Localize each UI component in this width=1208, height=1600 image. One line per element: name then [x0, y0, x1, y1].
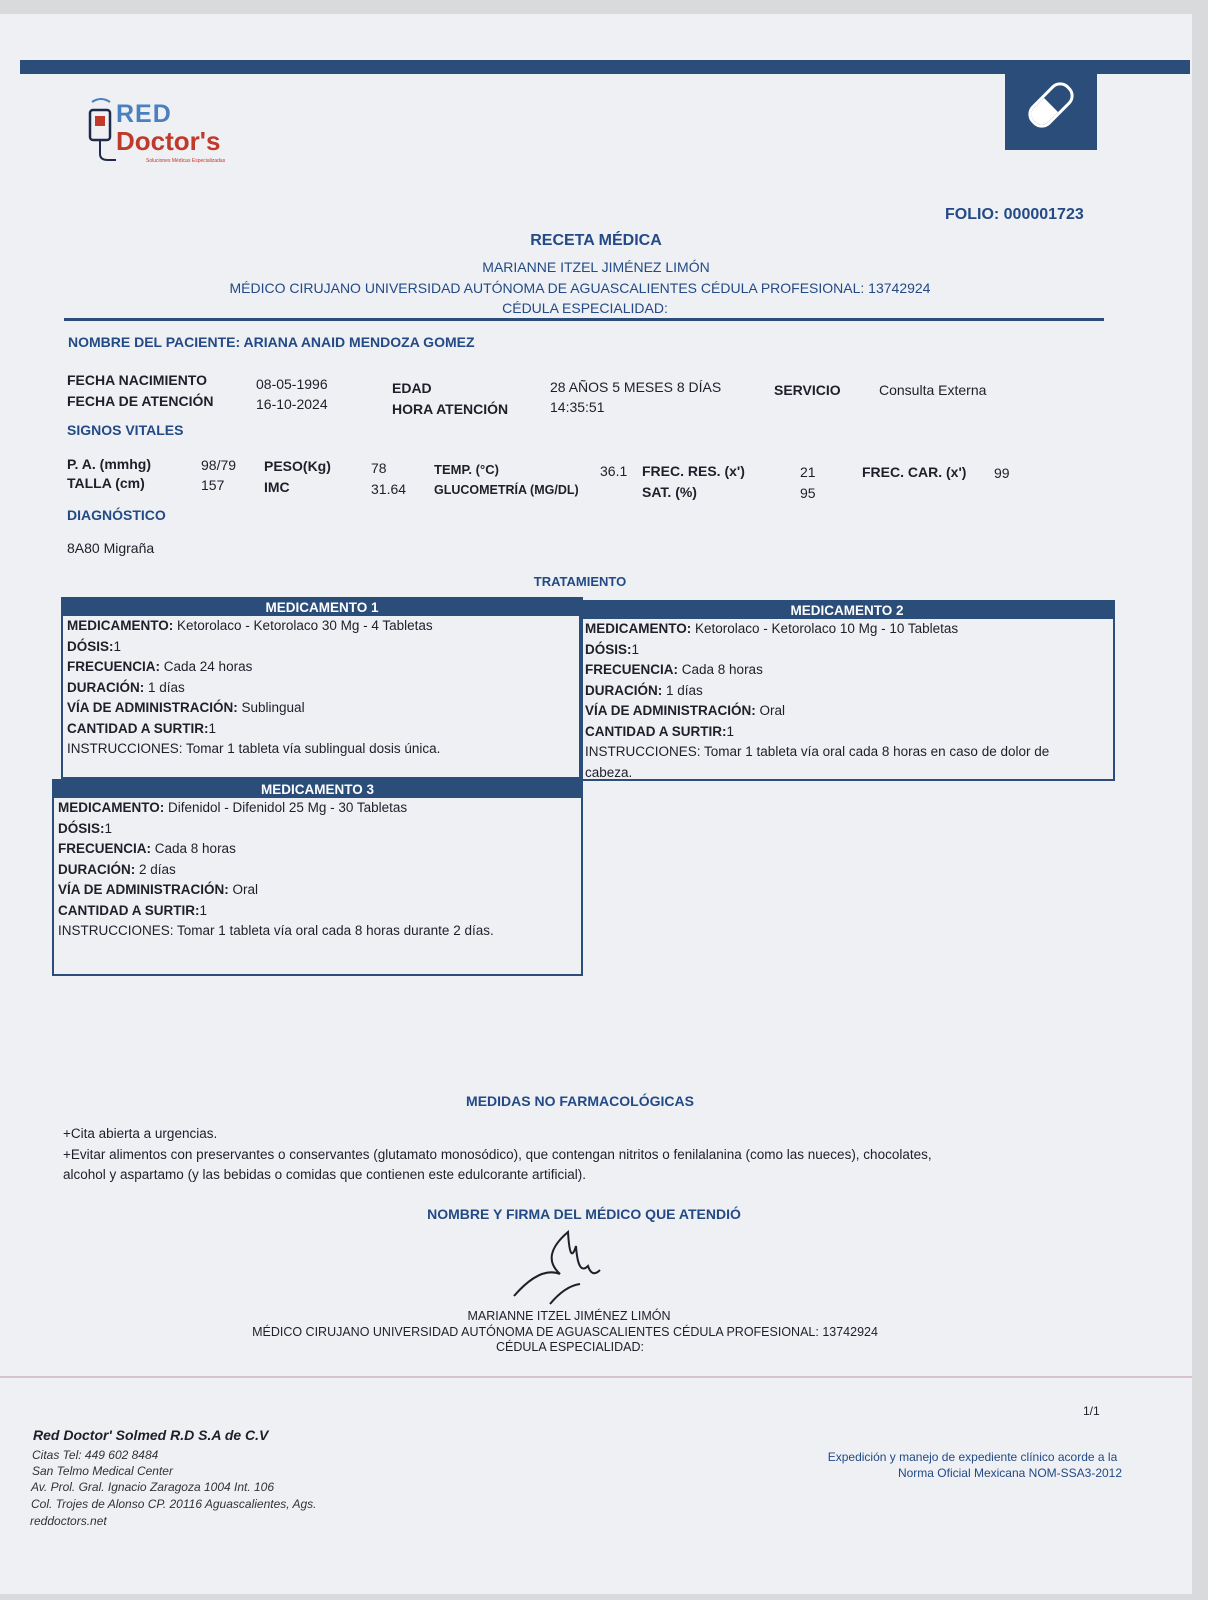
field-label: CANTIDAD A SURTIR: — [67, 720, 209, 736]
frequency-row — [63, 657, 581, 678]
time-label: HORA ATENCIÓN — [392, 401, 509, 417]
field-label: DÓSIS: — [585, 641, 632, 657]
instructions-value: Tomar 1 tableta vía oral cada 8 horas en caso de dolor de cabeza. — [585, 744, 1050, 780]
field-label: VÍA DE ADMINISTRACIÓN: — [585, 703, 756, 718]
frequency-value: Cada 8 horas — [681, 662, 763, 677]
heart-rate-value: 99 — [994, 465, 1010, 481]
time-value: 14:35:51 — [550, 399, 605, 415]
medication-header: MEDICAMENTO 2 — [581, 602, 1113, 619]
diagnosis-title: DIAGNÓSTICO — [67, 507, 166, 523]
instructions-value: Tomar 1 tableta vía oral cada 8 horas durante 2 días. — [177, 923, 494, 938]
quantity-row — [54, 901, 581, 922]
medication-card-3 — [52, 779, 583, 976]
doctor-specialty: CÉDULA ESPECIALIDAD: — [502, 300, 668, 316]
field-label: CANTIDAD A SURTIR: — [58, 902, 200, 918]
frequency-row — [581, 660, 1113, 681]
saturation-label: SAT. (%) — [642, 484, 697, 500]
quantity-value: 1 — [208, 720, 217, 736]
weight-label: PESO(Kg) — [264, 458, 331, 474]
logo — [86, 96, 256, 170]
saturation-value: 95 — [800, 485, 816, 501]
route-row — [581, 701, 1113, 722]
frequency-value: Cada 8 horas — [154, 841, 236, 856]
field-label: INSTRUCCIONES: — [585, 744, 701, 759]
field-label: FRECUENCIA: — [585, 662, 678, 677]
medication-header: MEDICAMENTO 1 — [63, 599, 581, 616]
medication-card-1 — [61, 597, 583, 779]
signature-title: NOMBRE Y FIRMA DEL MÉDICO QUE ATENDIÓ — [427, 1206, 741, 1222]
instructions-value: Tomar 1 tableta vía sublingual dosis única. — [186, 741, 441, 756]
frequency-row — [54, 839, 581, 860]
imc-label: IMC — [264, 479, 290, 495]
medication-name: Ketorolaco - Ketorolaco 30 Mg - 4 Tabletas — [177, 618, 433, 633]
dose-value: 1 — [104, 820, 113, 836]
frequency-value: Cada 24 horas — [163, 659, 253, 674]
footer-divider — [0, 1376, 1192, 1378]
medication-name-row — [54, 798, 581, 819]
resp-rate-value: 21 — [800, 464, 816, 480]
dose-value: 1 — [113, 638, 122, 654]
vitals-title: SIGNOS VITALES — [67, 422, 184, 438]
medication-name: Ketorolaco - Ketorolaco 10 Mg - 10 Tabletas — [695, 621, 959, 636]
instructions-row — [54, 921, 581, 942]
norm-line-2: Norma Oficial Mexicana NOM-SSA3-2012 — [897, 1466, 1123, 1480]
temp-label: TEMP. (°C) — [434, 462, 499, 477]
visit-date-label: FECHA DE ATENCIÓN — [67, 393, 214, 409]
medication-name-row — [63, 616, 581, 637]
field-label: DURACIÓN: — [585, 682, 663, 698]
imc-value: 31.64 — [371, 481, 407, 497]
pa-label: P. A. (mmhg) — [67, 456, 152, 472]
instructions-row — [63, 739, 581, 760]
doctor-credentials: MÉDICO CIRUJANO UNIVERSIDAD AUTÓNOMA DE AGUASCALIENTES CÉDULA PROFESIONAL: 13742924 — [229, 280, 931, 296]
footer-phone: Citas Tel: 449 602 8484 — [32, 1448, 159, 1462]
norm-line-1: Expedición y manejo de expediente clínico acorde a la — [827, 1450, 1118, 1464]
pa-value: 98/79 — [201, 457, 237, 473]
footer-building: San Telmo Medical Center — [32, 1464, 173, 1478]
resp-rate-label: FREC. RES. (x') — [642, 463, 745, 479]
non-pharma-line-1: +Cita abierta a urgencias. — [63, 1126, 218, 1141]
logo-word-red: RED — [116, 100, 172, 128]
route-value: Sublingual — [241, 700, 305, 715]
duration-value: 1 días — [666, 682, 703, 698]
field-label: VÍA DE ADMINISTRACIÓN: — [67, 700, 238, 715]
field-label: DÓSIS: — [58, 820, 105, 836]
diagnosis-value: 8A80 Migraña — [67, 540, 155, 556]
medication-header: MEDICAMENTO 3 — [54, 781, 581, 798]
doctor-signature — [510, 1226, 610, 1306]
duration-row — [54, 860, 581, 881]
service-label: SERVICIO — [774, 382, 841, 398]
duration-value: 1 días — [148, 679, 185, 695]
patient-name: ARIANA ANAID MENDOZA GOMEZ — [243, 334, 475, 350]
folio: FOLIO: 000001723 — [945, 206, 1084, 223]
dob-label: FECHA NACIMIENTO — [67, 372, 207, 388]
signature-specialty: CÉDULA ESPECIALIDAD: — [496, 1340, 644, 1354]
quantity-row — [63, 719, 581, 740]
duration-row — [63, 678, 581, 699]
logo-word-doctors: Doctor's — [116, 126, 221, 156]
duration-row — [581, 681, 1113, 702]
medication-name-row — [581, 619, 1113, 640]
field-label: CANTIDAD A SURTIR: — [585, 723, 727, 739]
page-number: 1/1 — [1083, 1404, 1100, 1418]
temp-value: 36.1 — [600, 463, 628, 479]
route-row — [54, 880, 581, 901]
height-value: 157 — [201, 477, 225, 493]
visit-date-value: 16-10-2024 — [256, 396, 328, 412]
non-pharma-line-3: alcohol y aspartamo (y las bebidas o comidas que contienen este edulcorante artificial). — [63, 1167, 587, 1182]
field-label: MEDICAMENTO: — [67, 618, 174, 633]
weight-value: 78 — [371, 460, 387, 476]
medication-card-2 — [579, 600, 1115, 781]
footer-address: Av. Prol. Gral. Ignacio Zaragoza 1004 Int. 106 — [31, 1480, 275, 1494]
quantity-value: 1 — [199, 902, 208, 918]
footer-city: Col. Trojes de Alonso CP. 20116 Aguascalientes, Ags. — [31, 1497, 317, 1511]
footer-website: reddoctors.net — [30, 1514, 107, 1528]
age-value: 28 AÑOS 5 MESES 8 DÍAS — [550, 379, 722, 395]
patient-name-label: NOMBRE DEL PACIENTE: — [68, 334, 241, 350]
logo-tagline: Soluciones Médicas Especializadas — [146, 158, 226, 164]
field-label: DURACIÓN: — [58, 861, 136, 877]
signature-doctor-name: MARIANNE ITZEL JIMÉNEZ LIMÓN — [467, 1309, 671, 1323]
heart-rate-label: FREC. CAR. (x') — [862, 464, 967, 480]
iv-bag-icon — [86, 96, 116, 162]
document-title: RECETA MÉDICA — [530, 232, 662, 249]
quantity-row — [581, 722, 1113, 743]
signature-credentials: MÉDICO CIRUJANO UNIVERSIDAD AUTÓNOMA DE AGUASCALIENTES CÉDULA PROFESIONAL: 13742924 — [252, 1325, 878, 1339]
quantity-value: 1 — [726, 723, 735, 739]
doctor-name: MARIANNE ITZEL JIMÉNEZ LIMÓN — [482, 259, 710, 275]
treatment-title: TRATAMIENTO — [533, 574, 627, 589]
field-label: INSTRUCCIONES: — [67, 741, 183, 756]
field-label: MEDICAMENTO: — [585, 621, 692, 636]
header-divider — [64, 318, 1104, 321]
service-value: Consulta Externa — [879, 382, 987, 398]
duration-value: 2 días — [139, 861, 176, 877]
field-label: FRECUENCIA: — [58, 841, 151, 856]
dose-value: 1 — [631, 641, 640, 657]
field-label: DÓSIS: — [67, 638, 114, 654]
pill-icon — [1005, 60, 1097, 150]
non-pharma-line-2: +Evitar alimentos con preservantes o conservantes (glutamato monosódico), que contengan nitritos o fenilalanina (como las nueces), chocolates, — [63, 1147, 932, 1162]
field-label: VÍA DE ADMINISTRACIÓN: — [58, 882, 229, 897]
dose-row — [63, 637, 581, 658]
instructions-row — [581, 742, 1100, 783]
route-row — [63, 698, 581, 719]
route-value: Oral — [759, 703, 786, 718]
field-label: DURACIÓN: — [67, 679, 145, 695]
field-label: MEDICAMENTO: — [58, 800, 165, 815]
field-label: FRECUENCIA: — [67, 659, 160, 674]
dob-value: 08-05-1996 — [256, 376, 328, 392]
medication-name: Difenidol - Difenidol 25 Mg - 30 Tabletas — [168, 800, 408, 815]
height-label: TALLA (cm) — [67, 475, 145, 491]
dose-row — [54, 819, 581, 840]
footer-company: Red Doctor' Solmed R.D S.A de C.V — [33, 1427, 269, 1443]
patient-name-row — [68, 334, 475, 350]
field-label: INSTRUCCIONES: — [58, 923, 174, 938]
age-label: EDAD — [392, 380, 432, 396]
route-value: Oral — [232, 882, 259, 897]
glucometry-label: GLUCOMETRÍA (MG/DL) — [434, 483, 579, 497]
dose-row — [581, 640, 1113, 661]
non-pharma-title: MEDIDAS NO FARMACOLÓGICAS — [466, 1093, 694, 1109]
